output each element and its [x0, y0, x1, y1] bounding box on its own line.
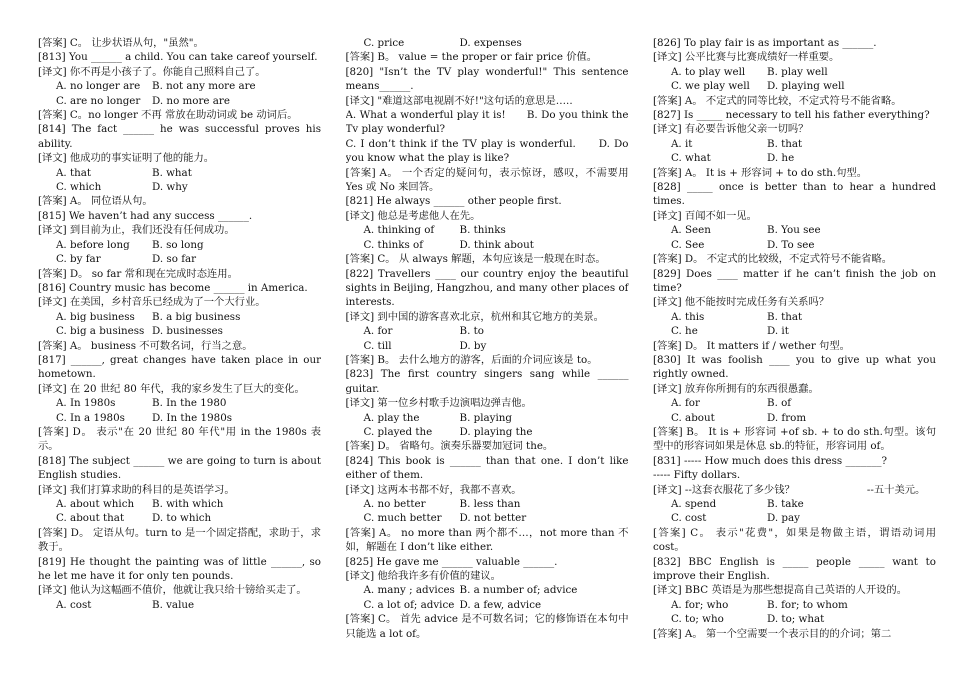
text-line: [813] You ______ a child. You can take careof yourself. [38, 51, 318, 64]
text-line: [译文] 他成功的事实证明了他的能力。 [38, 152, 215, 165]
option-b: D. no more are [152, 94, 230, 107]
text-line: [830] It was foolish ____ you to give up what you rightly owned. [653, 353, 936, 381]
text-line: [译文] 他总是考虑他人在先。 [345, 209, 481, 222]
text-line: A. What a wonderful play it is! B. Do you think the Tv play wonderful? [345, 109, 629, 136]
answer-options [346, 223, 629, 237]
answer-options [653, 411, 936, 425]
text-line: [答案] C。 表示"花费"，如果是物做主语，谓语动词用 cost。 [653, 526, 936, 554]
option-b: D. to which [152, 512, 212, 525]
option-b: B. take [767, 498, 804, 510]
text-line: [答案] C。no longer 不再 常放在助动词或 be 动词后。 [38, 109, 298, 122]
answer-options [653, 612, 936, 626]
option-b: B. play well [767, 65, 828, 78]
option-b: D. why [152, 181, 188, 194]
option-b: D. pay [767, 512, 800, 525]
text-line: [译文] 你不再是小孩子了。你能自己照料自己了。 [38, 65, 266, 78]
text-line: [译文] 他认为这幅画不值价，他就让我只给十镑给买走了。 [38, 584, 307, 597]
option-b: D. To see [767, 238, 815, 251]
option-a: A. play the [363, 411, 420, 424]
option-b: B. so long [152, 238, 204, 251]
answer-options [38, 166, 321, 180]
answer-options [346, 339, 629, 353]
text-line: [答案] A。 不定式的同等比较，不定式符号不能省略。 [653, 94, 902, 107]
option-b: B. what [152, 166, 192, 179]
answer-options [346, 511, 629, 525]
text-line: [答案] B。 去什么地方的游客，后面的介词应该是 to。 [345, 353, 598, 366]
option-a: A. Seen [671, 224, 711, 237]
option-b: D. to; what [767, 613, 825, 626]
text-line: [答案] A。 no more than 两个都不…，not more than 不如，解题在 I don’t like either. [345, 526, 629, 554]
text-line: [答案] C。 首先 advice 是不可数名词；它的修饰语在本句中只能选 a lot of。 [345, 613, 629, 640]
option-b: D. by [459, 339, 487, 352]
text-line: [译文] 有必要告诉他父亲一切吗？ [653, 123, 809, 136]
text-line: [译文] 到目前为止，我们还没有任何成功。 [38, 224, 235, 237]
answer-options [653, 223, 936, 237]
answer-options [346, 324, 629, 338]
option-a: C. thinks of [363, 238, 424, 251]
option-b: D. think about [459, 238, 534, 251]
option-a: C. what [671, 152, 711, 165]
text-line: [译文] 他给我许多有价值的建议。 [345, 570, 501, 583]
text-line: [817] ______, great changes have taken place in our hometown. [38, 353, 321, 381]
answer-options [653, 238, 936, 252]
text-line: [824] This book is ______ than that one. I don’t like either of them. [345, 454, 629, 482]
option-a: A. no longer are [56, 80, 141, 93]
text-line: [826] To play fair is as important as ______. [653, 37, 877, 49]
option-a: C. we play well [671, 80, 750, 93]
answer-options [653, 598, 936, 612]
option-b: D. expenses [459, 37, 522, 49]
answer-options [38, 94, 321, 108]
answer-options [38, 396, 321, 410]
option-a: C. cost [671, 512, 707, 525]
answer-options [653, 324, 936, 338]
text-line: [译文] 公平比赛与比赛成绩好一样重要。 [653, 51, 840, 64]
answer-options [346, 425, 629, 439]
text-line: [译文] 第一位乡村歌手边演唱边弹吉他。 [345, 397, 532, 410]
option-a: C. price [363, 37, 405, 49]
text-line: [答案] C。 让步状语从句，"虽然"。 [38, 37, 204, 49]
text-line: [814] The fact ______ he was successful proves his ability. [38, 123, 321, 150]
option-b: B. that [767, 310, 803, 323]
option-b: B. with which [152, 498, 224, 510]
option-b: D. from [767, 411, 807, 424]
option-a: A. big business [56, 310, 135, 323]
option-a: A. In 1980s [56, 397, 116, 410]
answer-options [653, 137, 936, 151]
option-b: D. he [767, 152, 795, 165]
option-a: A. about which [56, 498, 135, 510]
answer-options [38, 511, 321, 525]
answer-options [346, 238, 629, 252]
text-line: [答案] C。 从 always 解题，本句应该是一般现在时态。 [345, 253, 606, 266]
option-a: C. which [56, 181, 102, 194]
text-line: [答案] D。 不定式的比较级，不定式符号不能省略。 [653, 253, 893, 266]
option-a: C. about that [56, 512, 125, 525]
option-a: C. are no longer [56, 94, 141, 107]
option-b: B. less than [459, 498, 521, 510]
option-b: B. that [767, 137, 803, 150]
text-line: [答案] A。 business 不可数名词，行当之意。 [38, 339, 253, 352]
option-b: D. so far [152, 253, 197, 266]
option-b: B. a big business [152, 310, 241, 323]
text-line: [821] He always ______ other people first. [345, 195, 562, 208]
column-left [38, 36, 321, 685]
option-a: C. big a business [56, 325, 145, 338]
text-line: [译文] 放弃你所拥有的东西很愚蠢。 [653, 382, 819, 395]
option-a: C. a lot of; advice [363, 598, 455, 611]
answer-options [38, 324, 321, 338]
text-line: [译文] 他不能按时完成任务有关系吗？ [653, 296, 830, 309]
option-b: D. businesses [152, 325, 223, 338]
text-line: [825] He gave me ______ valuable ______. [345, 555, 558, 568]
column-right [653, 36, 936, 685]
text-line: [答案] D。 定语从句。turn to 是一个固定搭配，求助于，求教于。 [38, 526, 321, 554]
option-a: C. he [671, 325, 698, 338]
option-a: A. for [363, 325, 393, 338]
option-a: C. till [363, 339, 392, 352]
option-a: A. many ; advices [363, 584, 455, 597]
text-line: [820] "Isn’t the TV play wonderful!" This sentence means______. [345, 65, 629, 93]
answer-options [653, 79, 936, 93]
text-line: [827] Is _____ necessary to tell his father everything? [653, 109, 930, 122]
answer-options [346, 598, 629, 612]
answer-options [346, 36, 629, 50]
answer-options [38, 411, 321, 425]
answer-options [653, 65, 936, 79]
text-line: [831] ----- How much does this dress _______? [653, 454, 888, 467]
column-middle [346, 36, 629, 685]
option-b: D. In the 1980s [152, 411, 233, 424]
option-b: B. for; to whom [767, 598, 848, 611]
option-b: B. playing [459, 411, 512, 424]
option-b: B. In the 1980 [152, 397, 227, 410]
option-a: A. cost [56, 598, 92, 611]
answer-options [38, 180, 321, 194]
text-line: [译文] 在美国，乡村音乐已经成为了一个大行业。 [38, 296, 266, 309]
answer-options [38, 310, 321, 324]
text-line: [答案] D。 省略句。演奏乐器要加冠词 the。 [345, 440, 554, 453]
answer-options [653, 310, 936, 324]
option-a: A. to play well [671, 65, 746, 78]
answer-options [653, 396, 936, 410]
option-a: A. no better [363, 498, 426, 510]
option-a: C. much better [363, 512, 442, 525]
option-b: D. playing the [459, 425, 533, 438]
text-line: [译文] 这两本书都不好，我都不喜欢。 [345, 483, 522, 496]
answer-options [38, 497, 321, 511]
option-b: B. You see [767, 224, 821, 237]
text-line: [答案] D。 It matters if / wether 句型。 [653, 339, 850, 352]
answer-options [346, 497, 629, 511]
option-b: D. playing well [767, 80, 845, 93]
text-line: [译文] 我们打算求助的科目的是英语学习。 [38, 483, 235, 496]
text-line: [答案] A。 It is + 形容词 + to do sth.句型。 [653, 166, 868, 179]
answer-options [653, 511, 936, 525]
text-line: [829] Does ____ matter if he can’t finish the job on time? [653, 267, 936, 294]
text-line: [818] The subject ______ we are going to turn is about English studies. [38, 454, 321, 482]
text-line: C. I don’t think if the TV play is wonderful. D. Do you know what the play is like? [345, 137, 629, 165]
text-line: [答案] D。 so far 常和现在完成时态连用。 [38, 267, 238, 280]
option-a: C. played the [363, 425, 433, 438]
option-a: C. to; who [671, 613, 724, 626]
option-a: A. it [671, 137, 693, 150]
option-b: B. to [459, 325, 484, 338]
option-b: D. a few, advice [459, 598, 542, 611]
option-b: B. of [767, 397, 792, 410]
option-b: D. it [767, 325, 789, 338]
answer-options [346, 583, 629, 597]
text-line: [答案] B。 It is + 形容词 +of sb. + to do sth.句型。该句型中的形容词如果是休息 sb.的特征，形容词用 of。 [653, 425, 936, 453]
text-line: [译文] --这套衣服花了多少钱？ --五十美元。 [653, 483, 926, 496]
answer-options [38, 252, 321, 266]
answer-options [653, 151, 936, 165]
option-a: C. about [671, 411, 715, 424]
option-a: A. thinking of [363, 224, 435, 237]
text-line: [823] The first country singers sang while ______ guitar. [345, 368, 629, 395]
text-line: [822] Travellers ____ our country enjoy the beautiful sights in Beijing, Hangzhou, and many other places of interests. [345, 267, 629, 309]
option-b: B. a number of; advice [459, 584, 578, 597]
text-line: [815] We haven’t had any success ______. [38, 209, 253, 222]
text-line: [译文] 到中国的游客喜欢北京，杭州和其它地方的美景。 [345, 310, 604, 323]
answer-options [653, 497, 936, 511]
text-line: [828] _____ once is better than to hear a hundred times. [653, 181, 936, 208]
text-line: [答案] A。 同位语从句。 [38, 195, 153, 208]
text-line: [译文] 百闻不如一见。 [653, 209, 757, 222]
option-a: C. by far [56, 253, 101, 266]
text-line: [答案] A。 一个否定的疑问句，表示惊讶，感叹，不需要用 Yes 或 No 来回答。 [345, 166, 629, 194]
answer-options [346, 411, 629, 425]
option-a: C. See [671, 238, 705, 251]
text-line: [答案] D。 表示"在 20 世纪 80 年代"用 in the 1980s 表示。 [38, 425, 321, 453]
answer-options [38, 238, 321, 252]
option-a: A. for [671, 397, 700, 410]
text-line: [816] Country music has become ______ in America. [38, 281, 308, 294]
option-a: A. spend [671, 498, 717, 510]
text-line: [答案] B。 value = the proper or fair price 价值。 [345, 51, 598, 64]
option-b: D. not better [459, 512, 527, 525]
text-line: [译文] BBC 英语是为那些想提高自己英语的人开设的。 [653, 584, 908, 597]
answer-options [38, 598, 321, 612]
option-a: A. before long [56, 238, 130, 251]
text-line: ----- Fifty dollars. [653, 469, 741, 482]
option-a: A. for; who [671, 598, 729, 611]
answer-options [38, 79, 321, 93]
option-a: C. In a 1980s [56, 411, 125, 424]
option-a: A. that [56, 166, 92, 179]
text-line: [译文] 在 20 世纪 80 年代，我的家乡发生了巨大的变化。 [38, 382, 305, 395]
option-b: B. not any more are [152, 80, 256, 93]
text-line: [答案] A。 第一个空需要一个表示目的的介词；第二 [653, 627, 892, 640]
text-line: [译文] "难道这部电视剧不好!"这句话的意思是….. [345, 94, 573, 107]
option-b: B. thinks [459, 224, 506, 237]
option-a: A. this [671, 310, 705, 323]
text-line: [832] BBC English is _____ people _____ want to improve their English. [653, 555, 936, 583]
option-b: B. value [152, 598, 195, 611]
text-line: [819] He thought the painting was of little ______, so he let me have it for only ten pounds. [38, 555, 321, 583]
